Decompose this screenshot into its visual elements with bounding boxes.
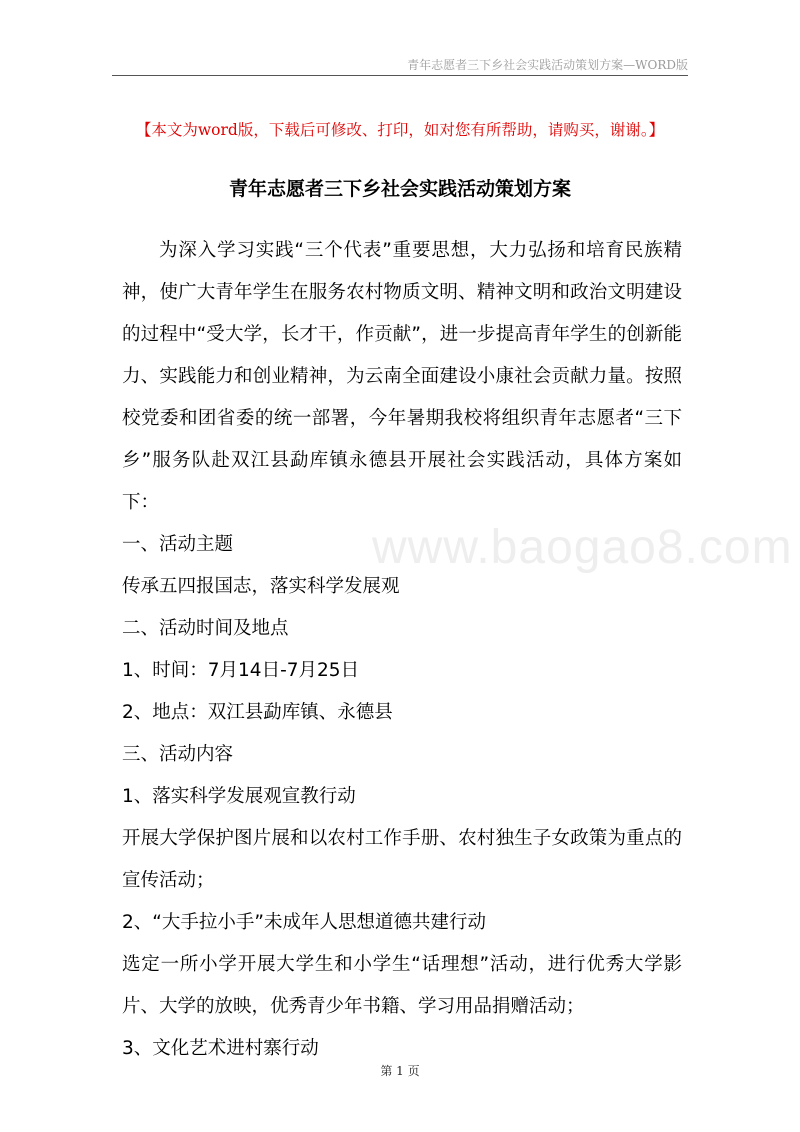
header-divider [112, 75, 688, 76]
page-number: 第 1 页 [380, 1064, 420, 1078]
document-body [122, 230, 682, 1070]
content-item-1-text: 开展大学保护图片展和以农村工作手册、农村独生子女政策为重点的宣传活动； [122, 828, 682, 891]
place-item: 2、地点：双江县勐库镇、永德县 [122, 702, 393, 723]
document-title: 青年志愿者三下乡社会实践活动策划方案 [228, 178, 571, 200]
theme-text: 传承五四报国志，落实科学发展观 [122, 576, 400, 597]
content-item-3-heading: 3、文化艺术进村寨行动 [122, 1038, 319, 1059]
section-heading-theme: 一、活动主题 [122, 534, 234, 555]
content-item-2-heading: 2、“大手拉小手”未成年人思想道德共建行动 [122, 912, 486, 933]
time-item: 1、时间：7月14日-7月25日 [122, 660, 360, 681]
intro-paragraph: 为深入学习实践“三个代表”重要思想，大力弘扬和培育民族精神，使广大青年学生在服务农村物质文明、精神文明和政治文明建设的过程中“受大学，长才干，作贡献”，进一步提高青年学生的创新能力、实践能力和创业精神，为云南全面建设小康社会贡献力量。按照校党委和团省委的统一部署，今年暑期我校将组织青年志愿者“三下乡”服务队赴双江县勐库镇永德县开展社会实践活动，具体方案如下： [122, 240, 682, 513]
section-heading-content: 三、活动内容 [122, 744, 234, 765]
page-header: 青年志愿者三下乡社会实践活动策划方案—WORD版 [407, 58, 688, 72]
watermark: www.baogao8.com [372, 521, 793, 574]
content-item-1-heading: 1、落实科学发展观宣教行动 [122, 786, 356, 807]
download-notice: 【本文为word版，下载后可修改、打印，如对您有所帮助，请购买，谢谢。】 [135, 121, 665, 139]
section-heading-time-place: 二、活动时间及地点 [122, 618, 289, 639]
content-item-2-text: 选定一所小学开展大学生和小学生“话理想”活动，进行优秀大学影片、大学的放映，优秀青少年书籍、学习用品捐赠活动； [122, 954, 682, 1017]
